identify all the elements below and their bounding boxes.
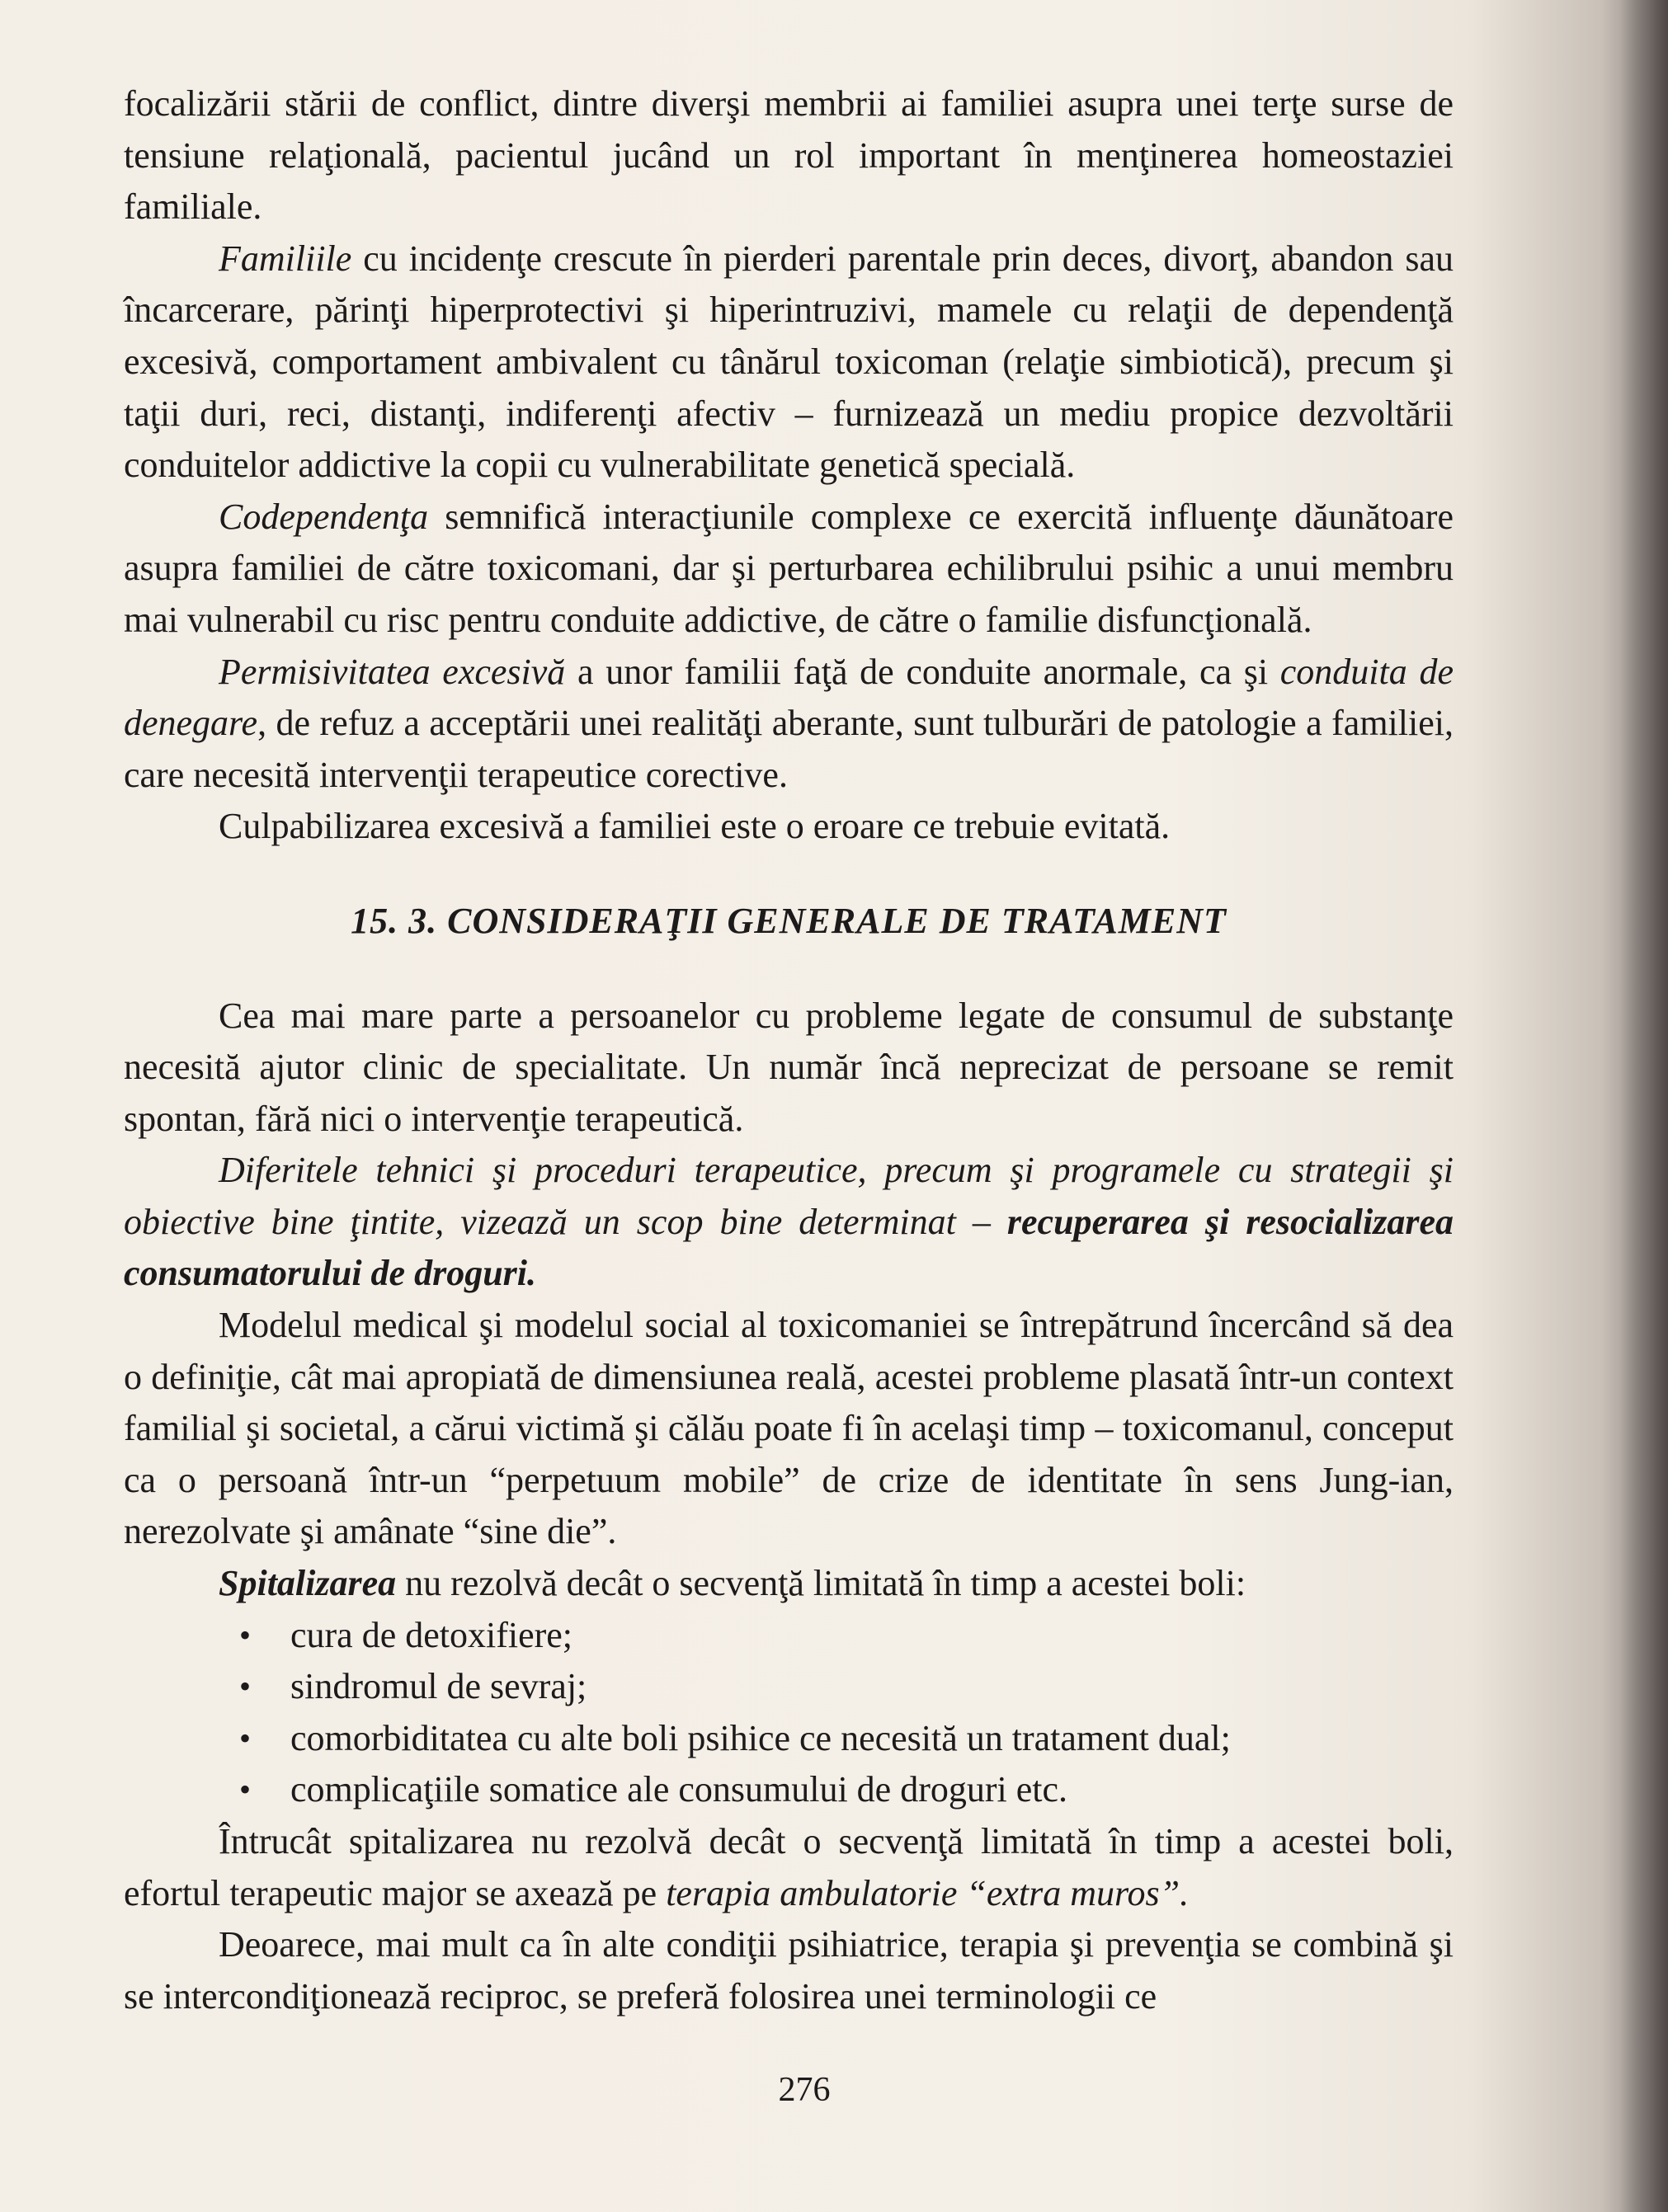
paragraph-permisivitatea-mid: a unor familii faţă de conduite anormale, ca şi (565, 651, 1280, 692)
list-item (239, 1610, 1454, 1662)
list-item (239, 1713, 1454, 1765)
paragraph-codependenta-text: semnifică interacţiunile complexe ce exercită influenţe dăunătoare asupra familiei de către toxicomani, dar şi perturbarea echilibrului psihic a unui membru mai vulnerabil cu risc pentru conduite addictive, de către o familie disfuncţională. (124, 496, 1454, 640)
list-item-text: comorbiditatea cu alte boli psihice ce necesită un tratament dual; (290, 1717, 1231, 1758)
term-conduita-de-denegare: conduita de denegare (124, 651, 1454, 744)
paragraph-familiile-text: cu incidenţe crescute în pierderi parentale prin deces, divorţ, abandon sau încarcerare, părinţi hiperprotectivi şi hiperintruzivi, mamele cu relaţii de dependenţă excesivă, comportament ambivalent cu tânărul toxicoman (relaţie simbiotică), precum şi taţii duri, reci, distanţi, indiferenţi afectiv – furnizează un mediu propice dezvoltării conduitelor addictive la copii cu vulnerabilitate genetică specială. (124, 238, 1454, 486)
paragraph-tehnici-bold: recuperarea şi resocializarea consumatorului de droguri. (124, 1201, 1454, 1294)
term-codependenta: Codependenţa (219, 496, 429, 537)
paragraph-modelul: Modelul medical şi modelul social al toxicomaniei se întrepătrund încercând să dea o definiţie, cât mai apropiată de dimensiunea reală, acestei probleme plasată într-un context familial şi societal, a cărui victimă şi călău poate fi în acelaşi timp – toxicomanul, conceput ca o persoană într-un “perpetuum mobile” de crize de identitate în sens Jung-ian, nerezolvate şi amânate “sine die”. (124, 1305, 1454, 1552)
paragraph-codependenta (124, 492, 1454, 647)
list-item (239, 1764, 1454, 1816)
section-heading: 15. 3. CONSIDERAŢII GENERALE DE TRATAMENT (351, 900, 1227, 941)
paragraph-permisivitatea (124, 647, 1454, 802)
list-item-text: complicaţiile somatice ale consumului de droguri etc. (290, 1769, 1068, 1810)
paragraph-spitalizarea-text: nu rezolvă decât o secvenţă limitată în timp a acestei boli: (396, 1563, 1246, 1604)
paragraph-familiile (124, 233, 1454, 492)
paragraph-deoarece: Deoarece, mai mult ca în alte condiţii psihiatrice, terapia şi prevenţia se combină şi se intercondiţionează reciproc, se preferă folosirea unei terminologii ce (124, 1924, 1454, 2017)
bullet-icon: • (239, 1771, 252, 1809)
list-item-text: cura de detoxifiere; (290, 1614, 573, 1655)
paragraph-consum: Cea mai mare parte a persoanelor cu probleme legate de consumul de substanţe necesită ajutor clinic de specialitate. Un număr încă neprecizat de persoane se remit spontan, fără nici o intervenţie terapeutică. (124, 995, 1454, 1139)
paragraph-intrucat (124, 1816, 1454, 1919)
term-permisivitatea: Permisivitatea excesivă (219, 651, 566, 692)
body-text (124, 78, 1454, 2022)
paragraph-spitalizarea (124, 1558, 1454, 1610)
term-familiile: Familiile (219, 238, 352, 279)
paragraph-culpabilizarea: Culpabilizarea excesivă a familiei este o eroare ce trebuie evitată. (219, 806, 1171, 847)
bullet-icon: • (239, 1668, 252, 1706)
paragraph-permisivitatea-text: , de refuz a acceptării unei realităţi aberante, sunt tulburări de patologie a familiei, care necesită intervenţii terapeutice corective. (124, 703, 1454, 795)
paragraph-intrucat-text: Întrucât spitalizarea nu rezolvă decât o secvenţă limitată în timp a acestei boli, efortul terapeutic major se axează pe (124, 1821, 1454, 1913)
paragraph-continuation: focalizării stării de conflict, dintre diverşi membrii ai familiei asupra unei terţe surse de tensiune relaţională, pacientul jucând un rol important în menţinerea homeostaziei familiale. (124, 83, 1454, 228)
bullet-icon: • (239, 1616, 252, 1654)
page-number: 276 (778, 2071, 831, 2109)
list-item-text: sindromul de sevraj; (290, 1666, 587, 1707)
bullet-icon: • (239, 1719, 252, 1757)
paragraph-tehnici (124, 1145, 1454, 1300)
list-item (239, 1661, 1454, 1713)
paragraph-tehnici-italic: Diferitele tehnici şi proceduri terapeutice, precum şi programele cu strategii şi obiective bine ţintite, vizează un scop bine determinat – (124, 1150, 1454, 1242)
term-terapia-ambulatorie: terapia ambulatorie “extra muros”. (666, 1872, 1190, 1913)
term-spitalizarea: Spitalizarea (219, 1563, 397, 1604)
binding-shadow (1620, 0, 1668, 2212)
bullet-list (124, 1610, 1454, 1816)
